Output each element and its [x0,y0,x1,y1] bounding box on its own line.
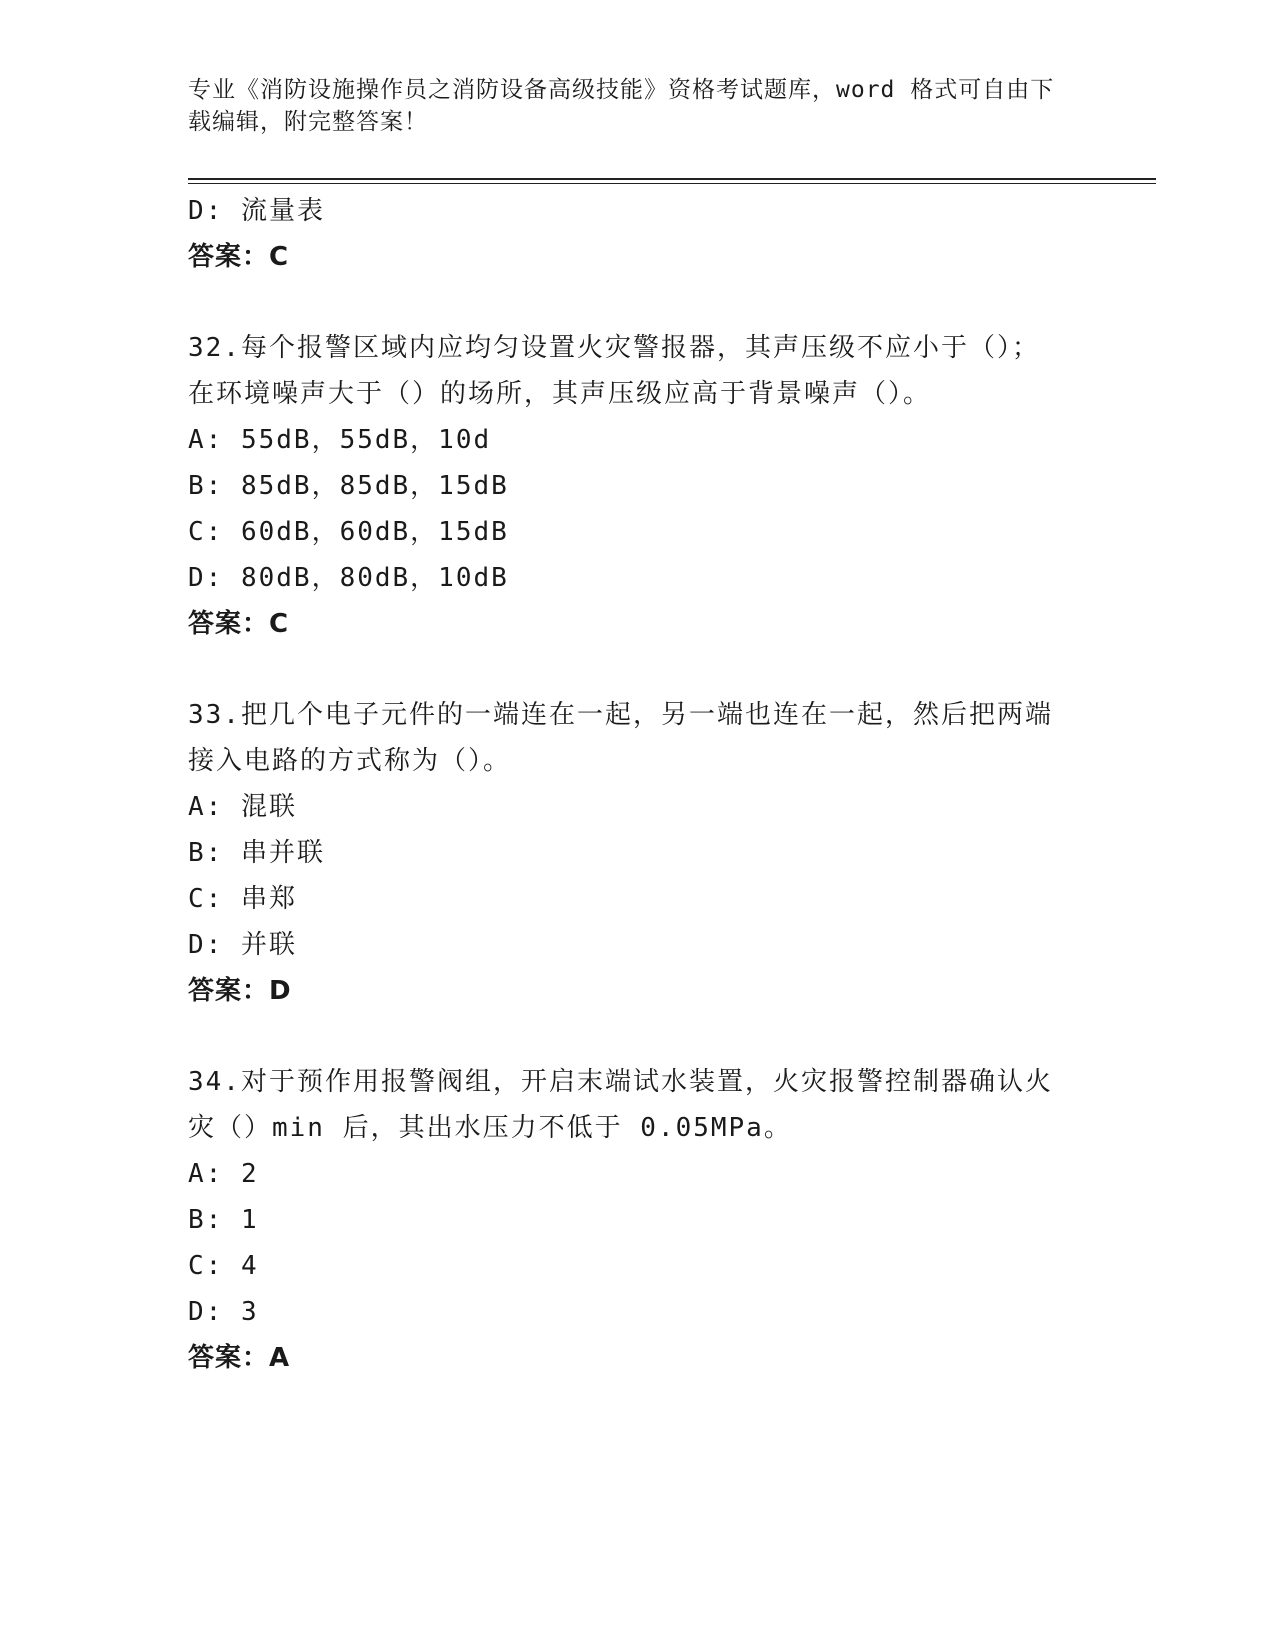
answer-line: 答案：A [188,1343,291,1373]
question-list [188,188,1088,1381]
spacer [188,647,1088,692]
option-b: B: 串并联 [188,838,325,868]
header-line-2: 载编辑，附完整答案！ [188,109,428,135]
option-c: C: 串郑 [188,884,297,914]
header-line-1: 专业《消防设施操作员之消防设备高级技能》资格考试题库，word 格式可自由下 [188,77,1055,103]
question-stem-line-2: 接入电路的方式称为（）。 [188,746,512,776]
question-stem-line-1: 34.对于预作用报警阀组，开启末端试水装置，火灾报警控制器确认火 [188,1067,1053,1097]
option-c: C: 4 [188,1251,259,1281]
header-divider-thick [188,178,1156,180]
question-stem-line-2: 灾（）min 后，其出水压力不低于 0.05MPa。 [188,1113,792,1143]
option-d: D: 并联 [188,930,297,960]
option-b: B: 1 [188,1205,259,1235]
question-34 [188,1059,1088,1381]
question-32 [188,325,1088,647]
option-d: D: 3 [188,1297,259,1327]
question-stem-line-1: 32.每个报警区域内应均匀设置火灾警报器，其声压级不应小于（）； [188,333,1040,363]
option-a: A: 2 [188,1159,259,1189]
question-stem-line-2: 在环境噪声大于（）的场所，其声压级应高于背景噪声（）。 [188,379,932,409]
option-a: A: 混联 [188,792,297,822]
spacer [188,280,1088,325]
option-d: D: 80dB，80dB，10dB [188,563,509,593]
page-header [188,74,1068,138]
answer-line: 答案：C [188,609,290,639]
option-d: D: 流量表 [188,196,325,226]
option-b: B: 85dB，85dB，15dB [188,471,509,501]
question-stem-line-1: 33.把几个电子元件的一端连在一起，另一端也连在一起，然后把两端 [188,700,1053,730]
option-a: A: 55dB，55dB，10d [188,425,492,455]
spacer [188,1014,1088,1059]
answer-line: 答案：D [188,976,292,1006]
option-c: C: 60dB，60dB，15dB [188,517,509,547]
question-33 [188,692,1088,1014]
header-divider-thin [188,183,1156,184]
previous-question-tail [188,188,1088,280]
answer-line: 答案：C [188,242,290,272]
